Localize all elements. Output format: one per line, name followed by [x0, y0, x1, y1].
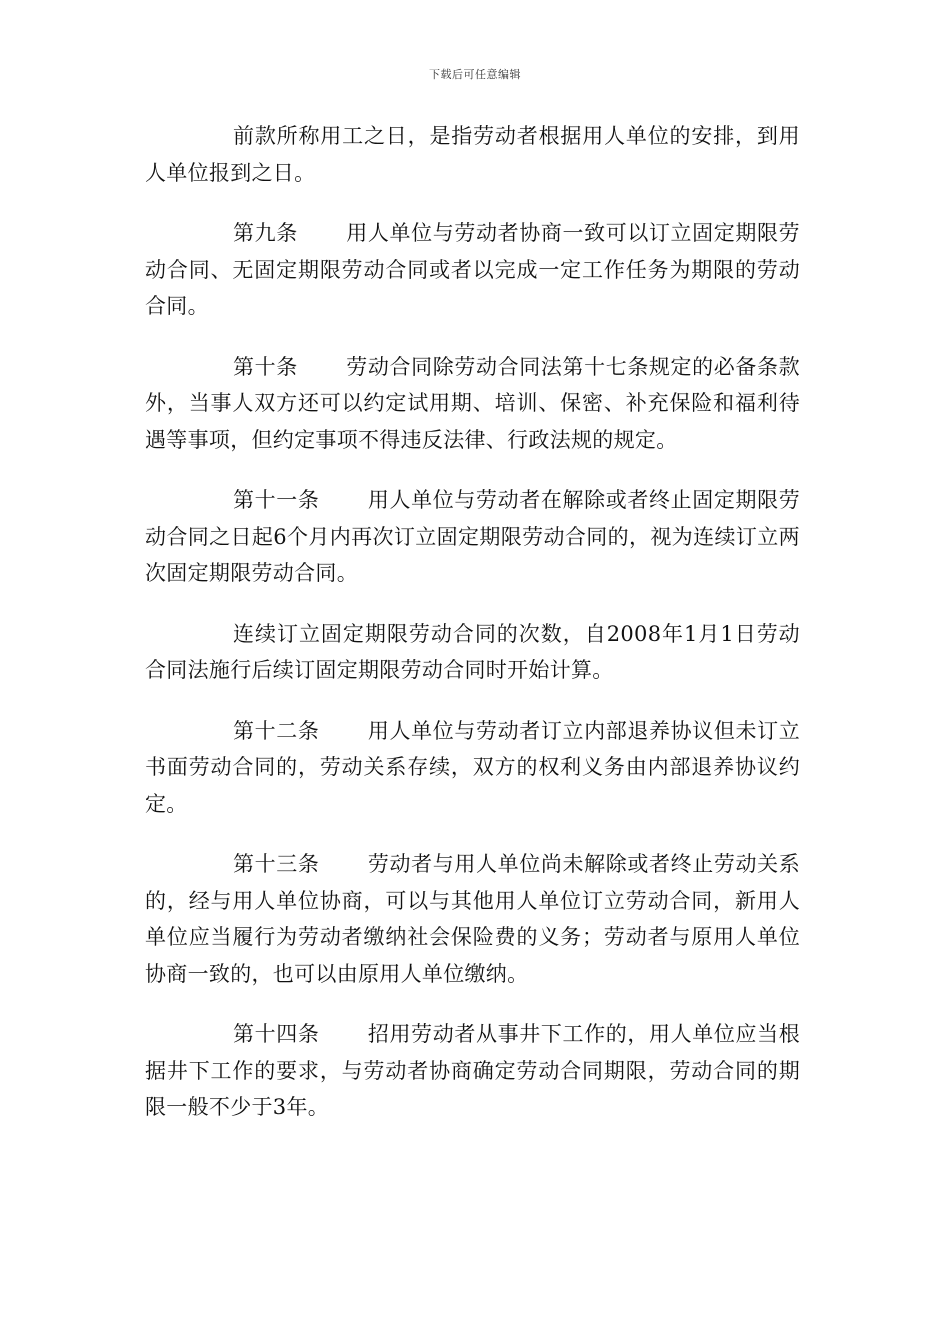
- page-header: 下载后可任意编辑: [429, 68, 521, 81]
- document-body: [145, 118, 800, 1150]
- article-text: 用人单位与劳动者在解除或者终止固定期限劳动合同之日起6个月内再次订立固定期限劳动合同的，视为连续订立两次固定期限劳动合同。: [145, 488, 800, 585]
- article-13: [145, 846, 800, 992]
- article-text: 劳动合同除劳动合同法第十七条规定的必备条款外，当事人双方还可以约定试用期、培训、保密、补充保险和福利待遇等事项，但约定事项不得违反法律、行政法规的规定。: [145, 354, 800, 452]
- article-label: 第十条: [233, 354, 298, 379]
- paragraph-text: 连续订立固定期限劳动合同的次数，自2008年1月1日劳动合同法施行后续订固定期限劳动合同时开始计算。: [145, 621, 800, 682]
- article-12: [145, 713, 800, 823]
- article-label: 第十二条: [233, 718, 320, 743]
- article-9: [145, 215, 800, 325]
- article-11: [145, 482, 800, 592]
- article-label: 第十四条: [233, 1022, 320, 1046]
- article-text: 用人单位与劳动者订立内部退养协议但未订立书面劳动合同的，劳动关系存续，双方的权利义务由内部退养协议约定。: [145, 718, 800, 816]
- article-10: [145, 349, 800, 459]
- article-label: 第九条: [233, 221, 298, 245]
- article-text: 招用劳动者从事井下工作的，用人单位应当根据井下工作的要求，与劳动者协商确定劳动合同期限，劳动合同的期限一般不少于3年。: [145, 1022, 800, 1119]
- paragraph-consecutive-count: [145, 616, 800, 689]
- article-text: 用人单位与劳动者协商一致可以订立固定期限劳动合同、无固定期限劳动合同或者以完成一定工作任务为期限的劳动合同。: [145, 221, 800, 318]
- article-14: [145, 1016, 800, 1126]
- article-label: 第十三条: [233, 852, 320, 876]
- article-text: 劳动者与用人单位尚未解除或者终止劳动关系的，经与用人单位协商，可以与其他用人单位订立劳动合同，新用人单位应当履行为劳动者缴纳社会保险费的义务；劳动者与原用人单位协商一致的，也可以由原用人单位缴纳。: [145, 852, 800, 986]
- paragraph-employment-date: [145, 118, 800, 191]
- article-label: 第十一条: [233, 488, 320, 512]
- paragraph-text: 前款所称用工之日，是指劳动者根据用人单位的安排，到用人单位报到之日。: [145, 124, 800, 185]
